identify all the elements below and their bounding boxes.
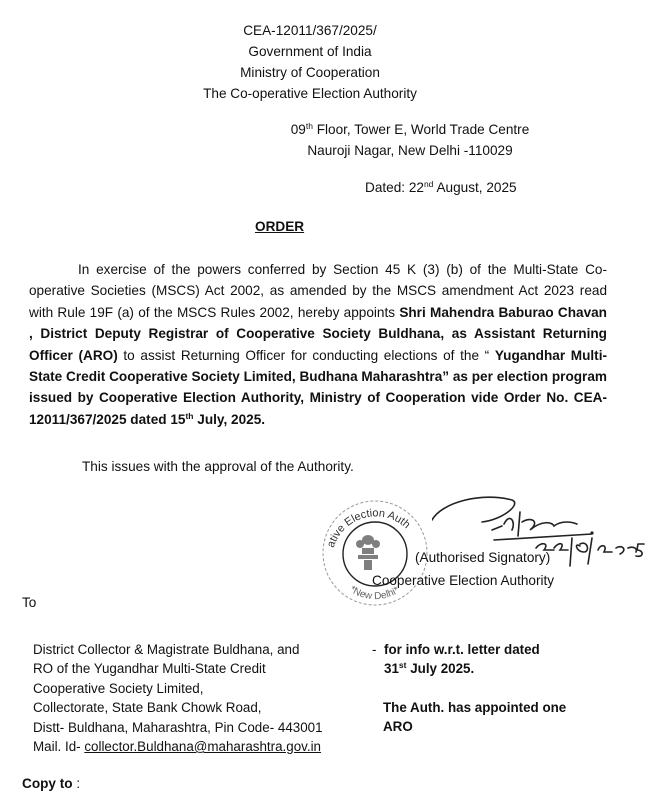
copy-to (22, 776, 80, 791)
signatory-title: (Authorised Signatory) (415, 550, 551, 565)
copy-to-colon: : (72, 776, 81, 791)
aro-line-1: The Auth. has appointed one (383, 700, 567, 715)
society-reference-text: Yugandhar Multi-State Credit Cooperative Society Limited, Budhana Maharashtra” as per election program issued by Cooperative Election Authority, Ministry of Cooperation vide Order No. CEA-12011/367/2025 dated 15 (29, 347, 607, 427)
copy-to-label: Copy to (22, 776, 73, 791)
recipient-line: Cooperative Society Limited, (33, 680, 204, 696)
reference-date-rest: July, 2025. (193, 411, 266, 427)
letter-date-rest: July 2025. (406, 661, 475, 677)
file-number: CEA-12011/367/2025/ (243, 23, 377, 38)
recipient-mail-line (33, 737, 323, 756)
to-label: To (22, 595, 37, 610)
office-address (260, 119, 560, 161)
recipient-line: Collectorate, State Bank Chowk Road, (33, 700, 262, 716)
address-line-1-rest: Floor, Tower E, World Trade Centre (312, 122, 530, 137)
svg-text:ative Election Auth: ative Election Auth (324, 507, 413, 550)
recipient-line: RO of the Yugandhar Multi-State Credit (33, 661, 266, 677)
info-line-1 (372, 640, 540, 659)
info-line-1-text: for info w.r.t. letter dated (384, 642, 540, 657)
paragraph-text-1: In exercise of the powers conferred by Section 45 K (3) (b) of the Multi-State Co-operative Societies (MSCS) Act 2002, as amended by the MSCS amendment Act 2023 read with Rule 19F (a) of the MSCS Rules 2002, hereby appoints (29, 262, 607, 320)
order-date (365, 180, 517, 195)
date-rest: August, 2025 (433, 180, 517, 195)
svg-text:*New Delhi*: *New Delhi* (347, 584, 402, 603)
paragraph-text-2: to assist Returning Officer for conducting elections of the “ (117, 347, 495, 363)
letter-day: 31 (384, 661, 399, 677)
mail-label: Mail. Id- (33, 739, 85, 755)
aro-line-2: ARO (383, 719, 413, 735)
info-note (372, 640, 540, 679)
official-seal-icon (320, 498, 430, 608)
signatory-organization: Cooperative Election Authority (372, 573, 555, 588)
approval-note: This issues with the approval of the Authority. (82, 459, 354, 474)
info-line-2 (372, 659, 540, 678)
dash: - (372, 642, 377, 657)
order-title: ORDER (255, 219, 305, 234)
order-paragraph (29, 259, 607, 430)
recipient-line: District Collector & Magistrate Buldhana, and (33, 642, 300, 657)
address-line-1 (260, 119, 560, 140)
recipient-email-link[interactable]: collector.Buldhana@maharashtra.gov.in (84, 739, 321, 755)
government-line: Government of India (248, 44, 372, 59)
ministry-line: Ministry of Cooperation (240, 65, 380, 80)
reference-date-suffix: th (185, 410, 194, 421)
appointee-details: Shri Mahendra Baburao Chavan , District Deputy Registrar of Cooperative Society Buldhana, as Assistant Returning Officer (ARO) (29, 304, 607, 363)
floor-suffix: th (305, 121, 313, 131)
date-suffix: nd (423, 179, 434, 189)
address-line-2: Nauroji Nagar, New Delhi -110029 (307, 143, 513, 158)
aro-note (383, 698, 566, 737)
recipient-address (33, 640, 323, 756)
letterhead (130, 20, 490, 104)
authority-line: The Co-operative Election Authority (203, 86, 417, 101)
date-label: Dated: 22 (365, 180, 424, 195)
recipient-line: Distt- Buldhana, Maharashtra, Pin Code- 443001 (33, 719, 323, 735)
letter-day-suffix: st (398, 660, 407, 671)
floor-number: 09 (290, 122, 306, 137)
